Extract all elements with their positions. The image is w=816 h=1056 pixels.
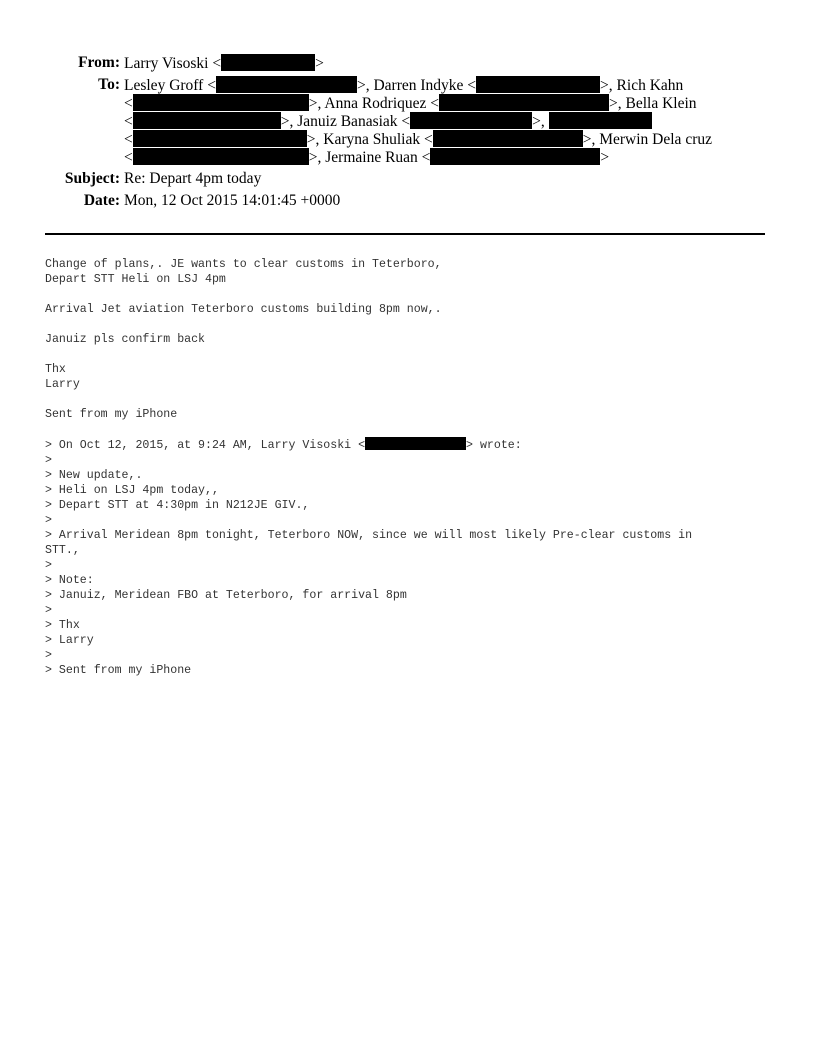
recipient-name: Jermaine Ruan	[325, 149, 418, 166]
body-line	[45, 392, 785, 407]
redaction-block	[433, 130, 583, 147]
redaction-block	[216, 76, 357, 93]
body-line: > Larry	[45, 634, 94, 647]
body-line: >	[45, 604, 52, 617]
body-line	[45, 317, 785, 332]
body-line: > Note:	[45, 574, 94, 587]
body-line: Depart STT Heli on LSJ 4pm	[45, 273, 226, 286]
redaction-block	[410, 112, 532, 129]
body-line: Thx	[45, 363, 66, 376]
body-line: > On Oct 12, 2015, at 9:24 AM, Larry Visoski <	[45, 439, 366, 452]
redaction-block	[549, 112, 652, 129]
to-line-2: < >, Anna Rodriquez < >, Bella Klein	[124, 95, 697, 112]
body-line: > New update,.	[45, 469, 143, 482]
date-text: Mon, 12 Oct 2015 14:01:45 +0000	[124, 192, 341, 209]
subject-label: Subject:	[64, 170, 120, 187]
redaction-block	[365, 437, 466, 450]
from-line: Larry Visoski < >	[124, 55, 324, 72]
redaction-block	[439, 94, 609, 111]
header-divider	[45, 233, 765, 235]
recipient-name: Anna Rodriquez	[324, 95, 427, 112]
body-line: >	[45, 649, 52, 662]
body-line: >	[45, 454, 52, 467]
body-line	[45, 287, 785, 302]
recipient-name: Rich Kahn	[616, 77, 684, 94]
body-line: > Sent from my iPhone	[45, 664, 192, 677]
from-label: From:	[78, 54, 120, 71]
redaction-block	[133, 94, 309, 111]
to-line-4: < >, Karyna Shuliak < >, Merwin Dela cruz	[124, 131, 712, 148]
redaction-block	[133, 112, 281, 129]
body-line: Change of plans,. JE wants to clear customs in Teterboro,	[45, 258, 442, 271]
recipient-name: Karyna Shuliak	[323, 131, 421, 148]
body-line	[45, 347, 785, 362]
redaction-block	[476, 76, 600, 93]
recipient-name: Darren Indyke	[373, 77, 464, 94]
body-line: Sent from my iPhone	[45, 408, 178, 421]
recipient-name: Januiz Banasiak	[297, 113, 398, 130]
body-line: > Januiz, Meridean FBO at Teterboro, for arrival 8pm	[45, 589, 407, 602]
redaction-block	[430, 148, 600, 165]
body-line: >	[45, 559, 52, 572]
body-line: Januiz pls confirm back	[45, 333, 206, 346]
body-line: Arrival Jet aviation Teterboro customs building 8pm now,.	[45, 303, 442, 316]
body-line: > Thx	[45, 619, 80, 632]
to-label: To:	[98, 76, 120, 93]
from-name: Larry Visoski	[124, 55, 209, 72]
recipient-name: Merwin Dela cruz	[599, 131, 712, 148]
quoted-header-line	[45, 437, 785, 453]
recipient-name: Lesley Groff	[124, 77, 204, 94]
to-line-5: < >, Jermaine Ruan < >	[124, 149, 610, 166]
recipient-name: Bella Klein	[625, 95, 697, 112]
to-line-3: < >, Januiz Banasiak < >,	[124, 112, 652, 131]
body-line: > Heli on LSJ 4pm today,,	[45, 484, 219, 497]
body-line	[45, 422, 785, 437]
body-line: Larry	[45, 378, 80, 391]
email-body	[45, 257, 785, 678]
body-line: STT.,	[45, 544, 80, 557]
redaction-block	[133, 148, 309, 165]
to-line-1: Lesley Groff < >, Darren Indyke < >, Rich Kahn	[124, 77, 684, 94]
redaction-block	[133, 130, 307, 147]
quoted-wrote-suffix: > wrote:	[466, 439, 522, 452]
date-label: Date:	[83, 192, 120, 209]
body-line: > Arrival Meridean 8pm tonight, Teterboro NOW, since we will most likely Pre-clear customs in	[45, 529, 693, 542]
body-line: > Depart STT at 4:30pm in N212JE GIV.,	[45, 499, 310, 512]
body-line: >	[45, 514, 52, 527]
redaction-block	[221, 54, 315, 71]
subject-text: Re: Depart 4pm today	[124, 170, 262, 187]
